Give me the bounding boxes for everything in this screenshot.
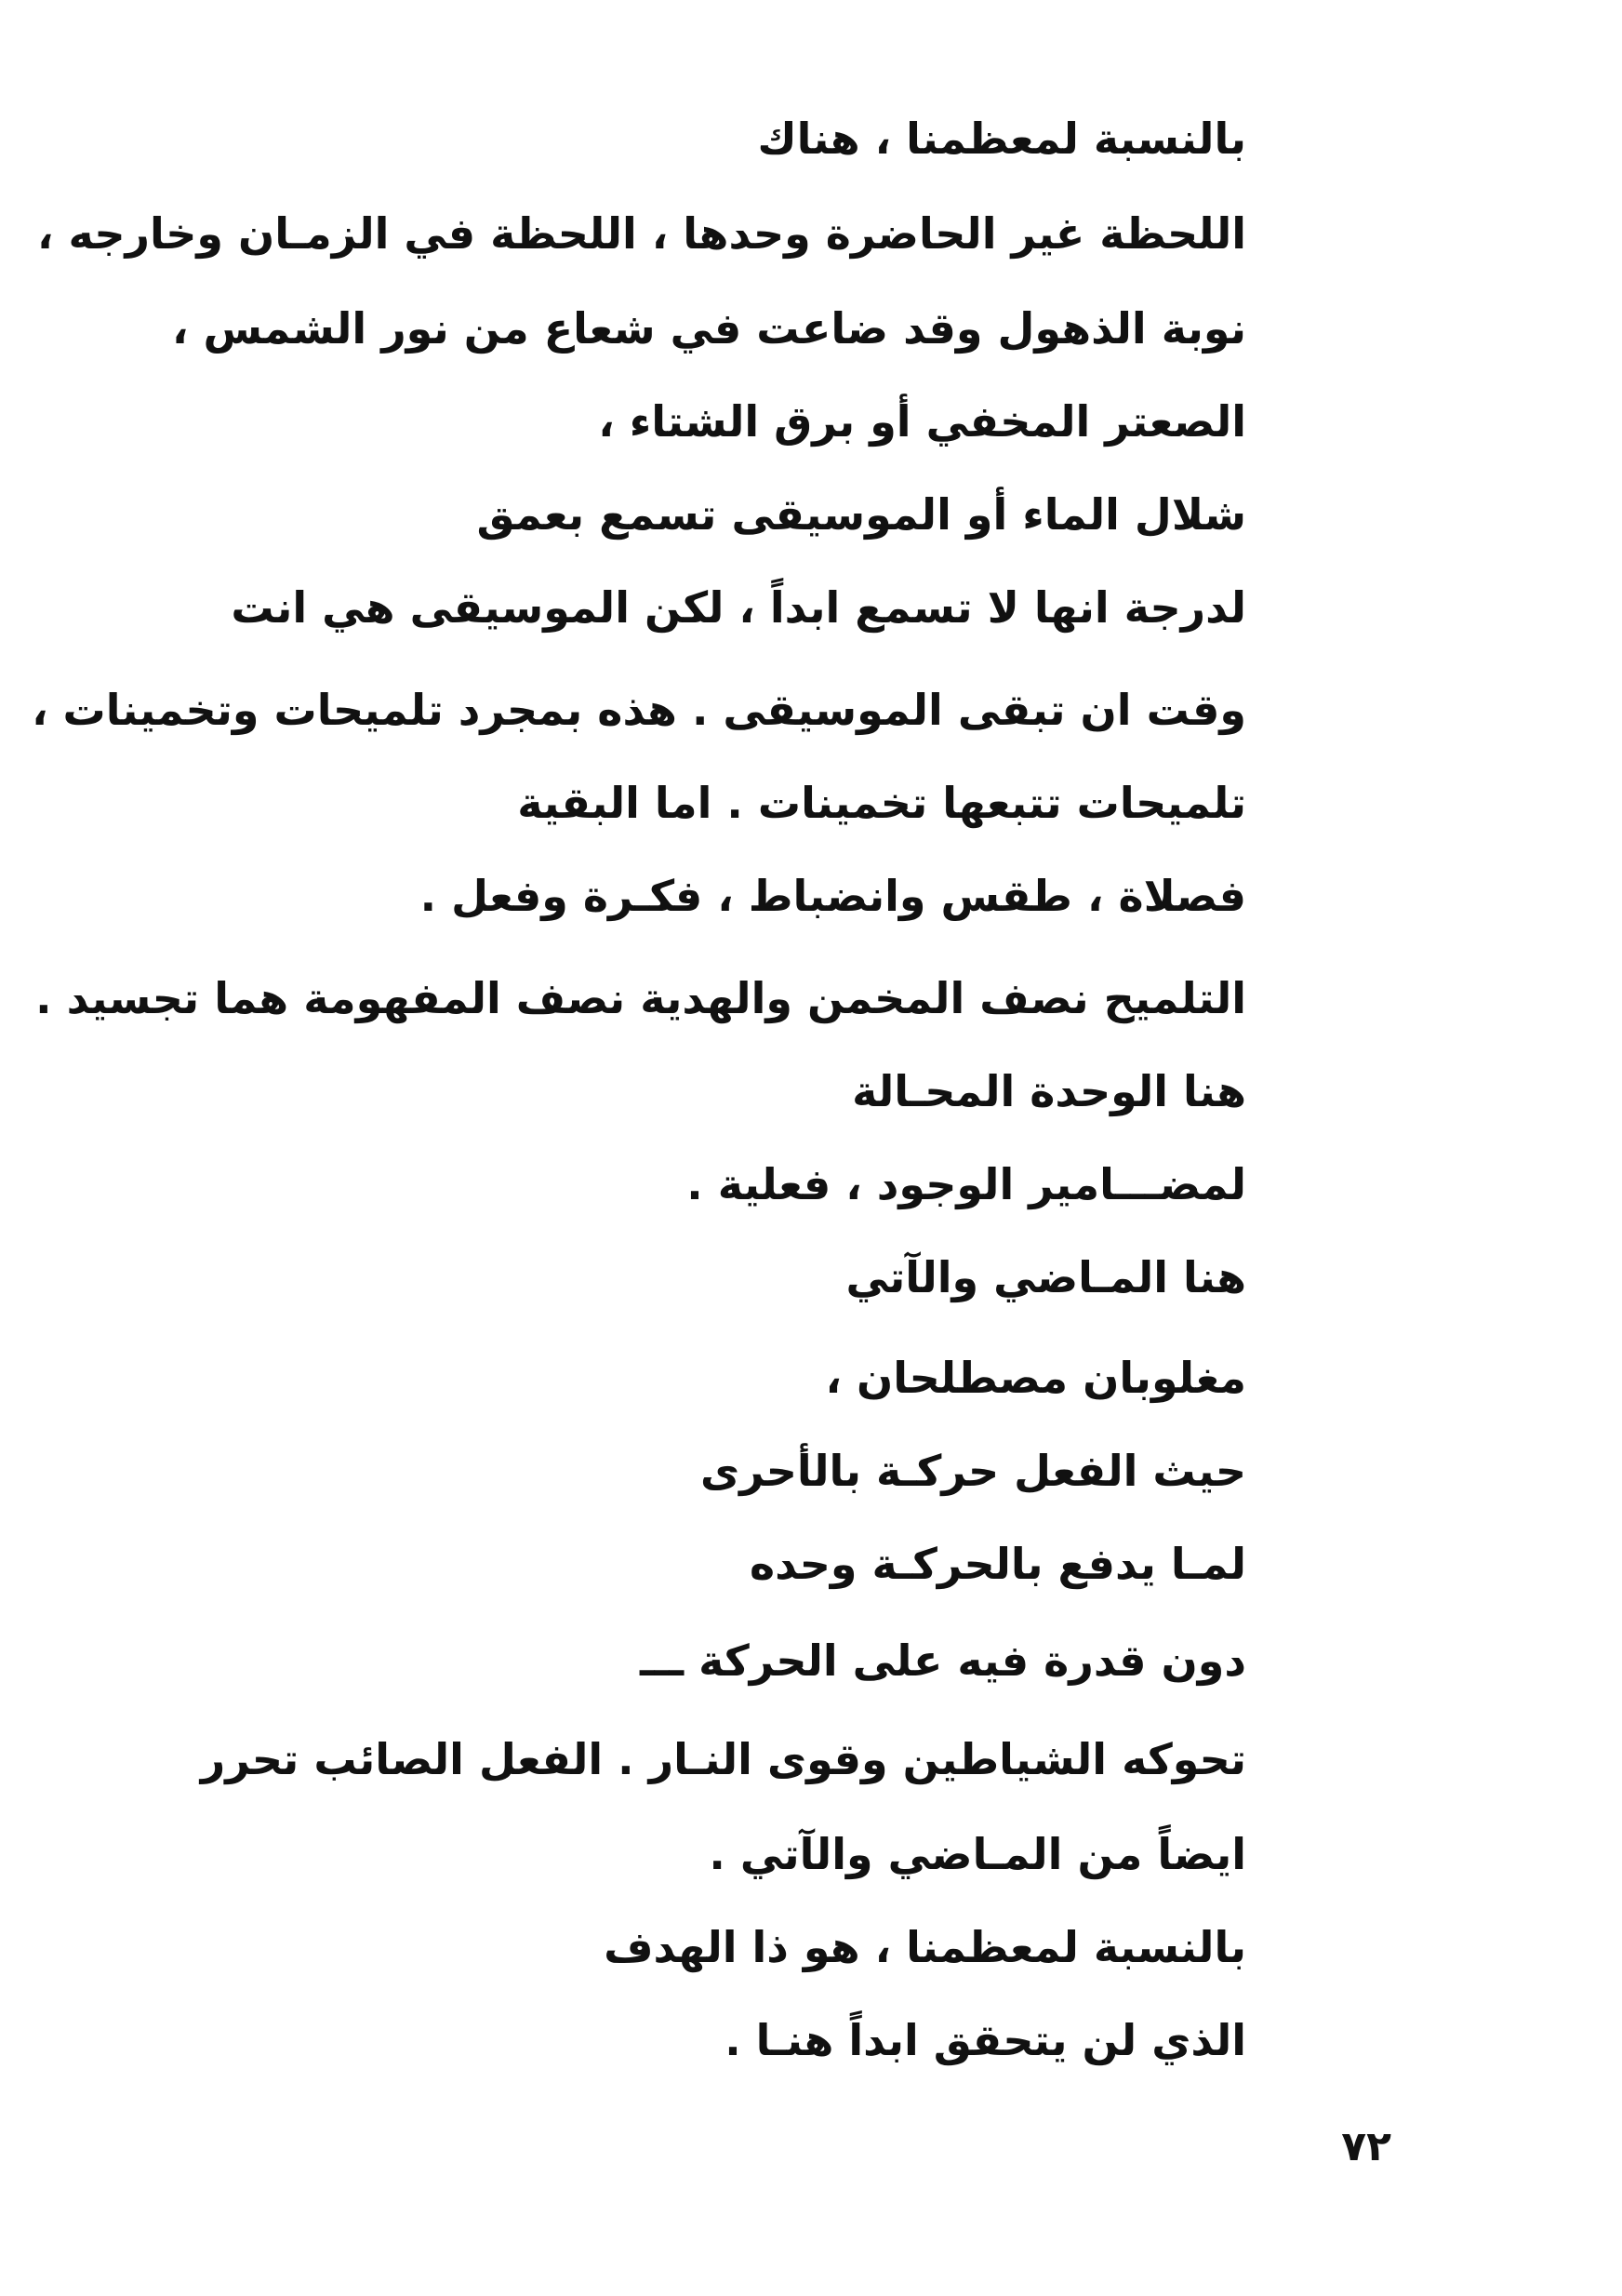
poem-line: هنا المـاضي والآتي: [845, 1252, 1246, 1302]
poem-line: لدرجة انها لا تسمع ابداً ، لكن الموسيقى هي انت: [231, 582, 1246, 633]
poem-line: التلميح نصف المخمن والهدية نصف المفهومة هما تجسيد .: [35, 973, 1246, 1023]
poem-line: شلال الماء أو الموسيقى تسمع بعمق: [476, 489, 1246, 540]
poem-line: لمضـــامير الوجود ، فعلية .: [686, 1159, 1246, 1209]
poem-line: لمـا يدفع بالحركـة وحده: [750, 1539, 1246, 1589]
poem-line: بالنسبة لمعظمنا ، هناك: [757, 113, 1246, 164]
poem-line: دون قدرة فيه على الحركة ـــ: [639, 1635, 1246, 1686]
poem-line: مغلوبان مصطلحان ،: [825, 1353, 1246, 1403]
poem-line: فصلاة ، طقس وانضباط ، فكـرة وفعل .: [419, 871, 1246, 921]
page-number: ٧٢: [1341, 2123, 1391, 2170]
poem-line: اللحظة غير الحاضرة وحدها ، اللحظة في الزمـان وخارجه ،: [36, 208, 1246, 259]
poem-line: وقت ان تبقى الموسيقى . هذه بمجرد تلميحات وتخمينات ،: [32, 685, 1246, 735]
poem-line: الذي لن يتحقق ابداً هنـا .: [725, 2015, 1246, 2065]
poem-line: الصعتر المخفي أو برق الشتاء ،: [598, 396, 1246, 447]
poem-line: تحوكه الشياطين وقوى النـار . الفعل الصائب تحرر: [200, 1734, 1246, 1784]
poem-line: حيث الفعل حركـة بالأحرى: [700, 1446, 1246, 1496]
poem-line: ايضاً من المـاضي والآتي .: [709, 1829, 1246, 1879]
poem-line: نوبة الذهول وقد ضاعت في شعاع من نور الشمس ،: [171, 303, 1246, 354]
poem-line: هنا الوحدة المحـالة: [852, 1066, 1246, 1116]
poem-line: تلميحات تتبعها تخمينات . اما البقية: [517, 778, 1246, 828]
poem-line: بالنسبة لمعظمنا ، هو ذا الهدف: [604, 1922, 1246, 1972]
